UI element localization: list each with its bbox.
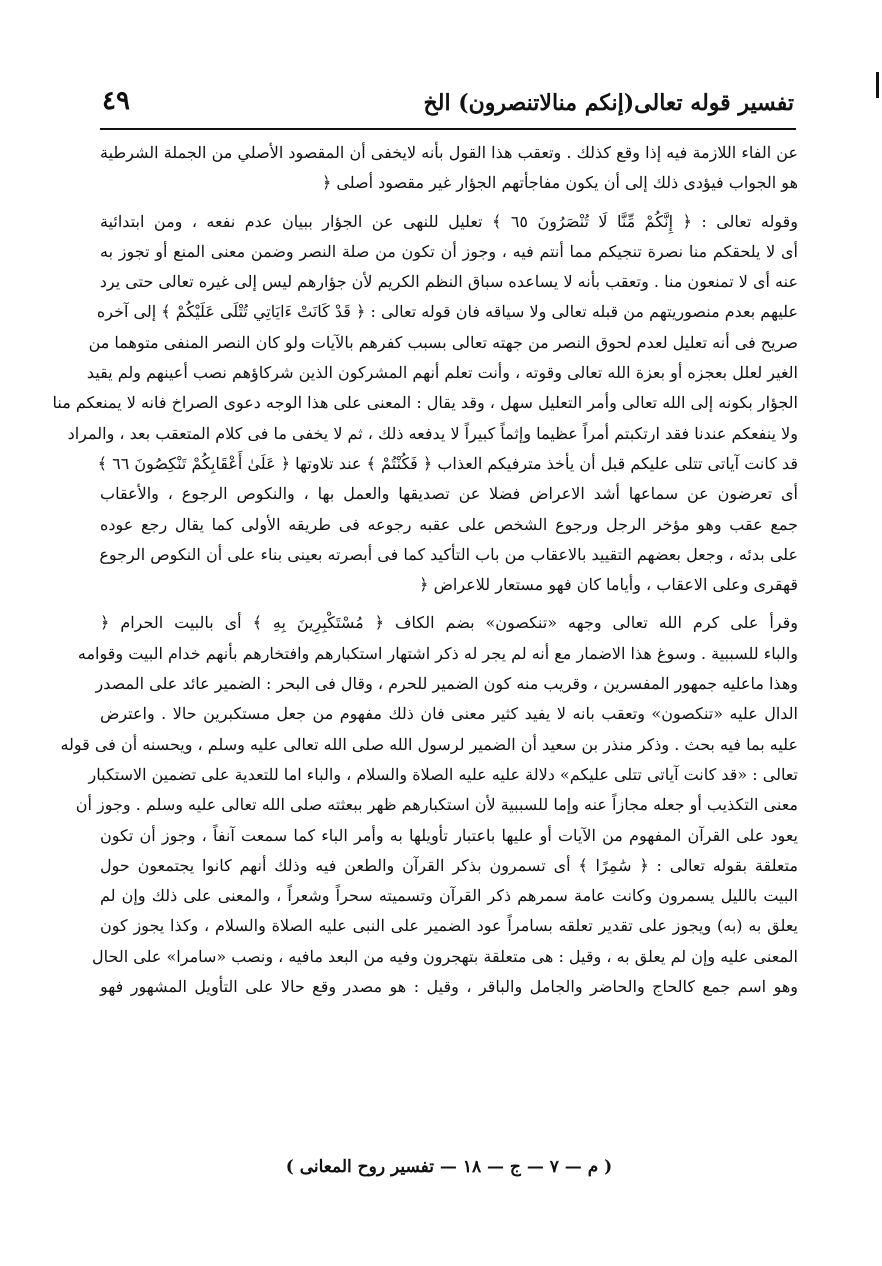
text-line: أى تعرضون عن سماعها أشد الاعراض فضلا عن تصديقها والعمل بها ، والنكوص الرجوع ، والأعقاب	[100, 484, 798, 504]
text-line: عنه أى لا تمنعون منا . وتعقب بأنه لا يساعده سباق النظم الكريم لأن جؤارهم ليس إلى غيره تعالى حتى يرد	[99, 272, 798, 292]
text-line: الجؤار بكونه إلى الله تعالى وأمر التعليل سهل ، وقد يقال : المعنى على هذا الوجه دعوى الصراخ فانه لا يمنعكم منا	[52, 393, 798, 413]
page-body-text	[52, 138, 799, 1002]
header-title: تفسير قوله تعالى(إنكم منالاتنصرون) الخ	[423, 90, 794, 116]
text-line: متعلقة بقوله تعالى : ﴿ سَٰمِرًا ﴾ أى تسمرون بذكر القرآن والطعن فيه وذلك أنهم كانوا يجتمعون حول	[100, 855, 798, 875]
page-edge-mark	[876, 72, 879, 98]
text-line: يعلق به (به) ويجوز على تقدير تعلقه بسامراً عود الضمير على النبى عليه الصلاة والسلام ، وكذا يجوز كون	[100, 916, 798, 936]
text-line: قهقرى وعلى الاعقاب ، وأياما كان فهو مستعار للاعراض ﴿	[419, 575, 798, 595]
text-line: عليهم بعدم منصوريتهم من قبله تعالى ولا سياقه فان قوله تعالى : ﴿ قَدْ كَانَتْ ءَايَاتِي تُتْلَى عَلَيْكُمْ ﴾ إلى آخره	[96, 302, 798, 322]
text-line: الغير لعلل بعجزه أو بعزة الله تعالى وقوته ، وأنت تعلم أنهم المشركون الذين شركاؤهم نصب أعينهم ولم يقيد	[86, 363, 798, 383]
text-line: البيت بالليل يسمرون وكانت عامة سمرهم ذكر القرآن وتسميته سحراً وشعراً ، والمعنى على ذلك وإن لم	[100, 886, 798, 906]
text-line: يعود على القرآن المفهوم من الآيات أو عليها باعتبار تأويلها به وأمر الباء كما سمعت آنفاً ، وجوز أن تكون	[100, 825, 798, 845]
text-line: معنى التكذيب أو جعله مجازاً عنه وإما للسببية لأن استكبارهم ظهر ببعثته صلى الله تعالى عليه وسلم . وجوز أن	[75, 795, 798, 815]
text-line: على بدئه ، وجعل بعضهم التقييد بالاعقاب من باب التأكيد كما فى أبصرته بعينى بناء على أن النكوص الرجوع	[99, 544, 798, 564]
text-line: تعالى : «قد كانت آياتى تتلى عليكم» دلالة عليه عليه الصلاة والسلام ، والباء اما للتعدية على تضمين الاستكبار	[88, 764, 798, 784]
text-line: وهو اسم جمع كالحاج والحاضر والجامل والباقر ، وقيل : هو مصدر وقع حالا على التأويل المشهور فهو	[100, 977, 798, 997]
page-number: ٤٩	[102, 86, 130, 116]
text-line: المعنى عليه وإن لم يعلق به ، وقيل : هى متعلقة بتهجرون وفيه من البعد مافيه ، ونصب «سامرا» على الحال	[92, 946, 798, 966]
text-line: عليه بما فيه بحث . وذكر منذر بن سعيد أن الضمير لرسول الله صلى الله تعالى عليه وسلم ، ويحسنه أن فى قوله	[60, 734, 798, 754]
text-line: صريح فى أنه تعليل لعدم لحوق النصر من جهته تعالى بسبب كفرهم بالآيات ولو كان النصر المنفى متوهما من	[88, 332, 798, 352]
text-line: الدال عليه «تنكصون» وتعقب بانه لا يفيد كثير معنى فان ذلك مفهوم من جعل مستكبرين حالا . واعترض	[100, 704, 798, 724]
running-header	[102, 86, 794, 126]
text-line: ولا ينفعكم عندنا فقد ارتكبتم أمراً عظيما وإثماً كبيراً لا يدفعه ذلك ، ثم لا يخفى ما فى كلام المتعقب بعد ، والمراد	[67, 423, 798, 443]
text-line: قد كانت آياتى تتلى عليكم قبل أن يأخذ مترفيكم العذاب ﴿ فَكُنْتُمْ ﴾ عند تلاوتها ﴿ عَلَىٰ أَعْقَابِكُمْ تَنْكِصُونَ ٦٦ ﴾	[97, 453, 798, 473]
text-line: وقرأ على كرم الله تعالى وجهه «تنكصون» بضم الكاف ﴿ مُسْتَكْبِرِينَ بِهِ ﴾ أى بالبيت الحرام ﴿	[100, 613, 798, 633]
footer-signature: ( م — ٧ — ج — ١٨ — تفسير روح المعانى )	[285, 1157, 613, 1177]
text-line: جمع عقب وهو مؤخر الرجل ورجوع الشخص على عقبه رجوعه فى طريقه الأولى كما يقال رجع عوده	[100, 514, 798, 534]
header-rule	[100, 128, 796, 130]
text-line: وهذا ماعليه جمهور المفسرين ، وقريب منه كون الضمير للحرم ، وقال فى البحر : الضمير عائد على المصدر	[95, 674, 798, 694]
text-line: هو الجواب فيؤدى ذلك إلى أن يكون مفاجأتهم الجؤار غير مقصود أصلى ﴿	[321, 173, 798, 193]
text-line: والباء للسببية . وسوغ هذا الاضمار مع أنه لم يجر له ذكر اشتهار استكبارهم وافتخارهم بأنهم خدام البيت وقوامه	[77, 643, 798, 663]
text-line: أى لا يلحقكم منا نصرة تنجيكم مما أنتم فيه ، وجوز أن تكون من صلة النصر وضمن معنى المنع أو تجوز به	[100, 241, 798, 261]
text-line: عن الفاء اللازمة فيه إذا وقع كذلك . وتعقب هذا القول بأنه لايخفى أن المقصود الأصلي من الجملة الشرطية	[100, 143, 799, 162]
text-line: وقوله تعالى : ﴿ إِنَّكُمْ مِّنَّا لَا تُنْصَرُونَ ٦٥ ﴾ تعليل للنهى عن الجؤار ببيان عدم نفعه ، ومن ابتدائية	[100, 211, 798, 231]
